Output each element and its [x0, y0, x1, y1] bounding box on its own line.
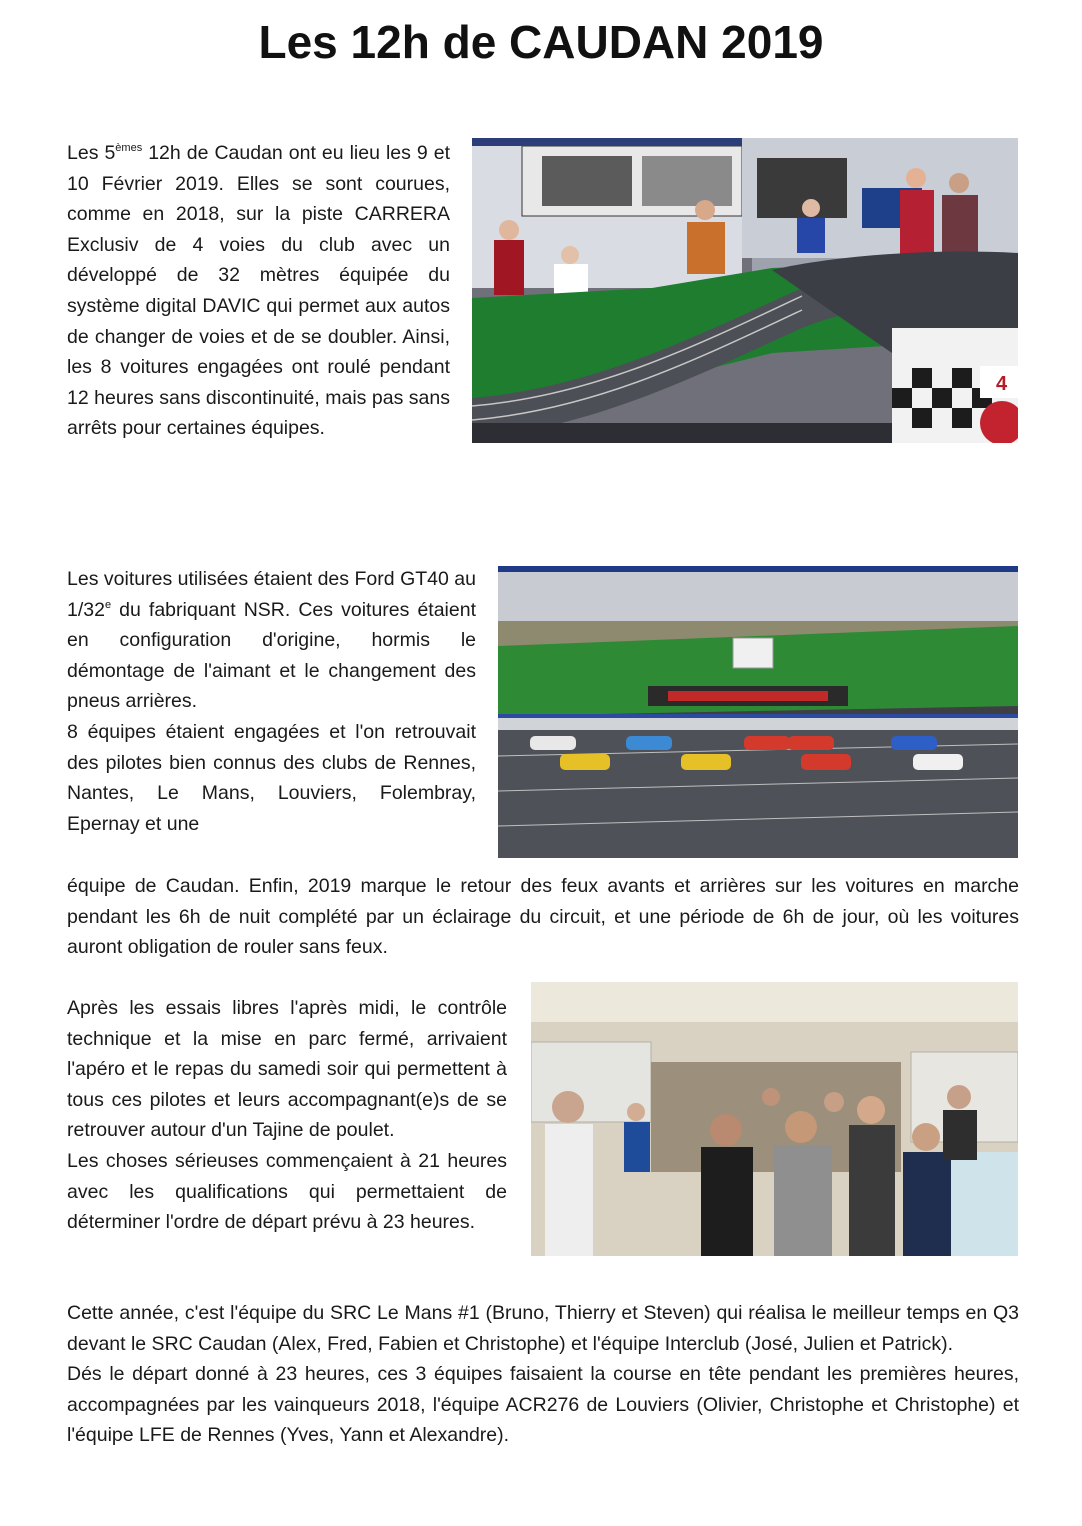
section1-text-b: 12h de Caudan ont eu lieu les 9 et 10 Février 2019. Elles se sont courues, comme en 2018, sur la piste CARRERA Exclusiv de 4 voies du club avec un développé de 32 mètres équipée du système digital DAVIC qui permet aux autos de changer de voies et de se doubler. Ainsi, les 8 voitures engagées ont roulé pendant 12 heures sans discontinuité, mais pas sans arrêts pour certaines équipes.: [67, 142, 450, 440]
section2-paragraph-1: [67, 564, 476, 717]
superscript: èmes: [115, 142, 143, 154]
page-title: Les 12h de CAUDAN 2019: [258, 16, 824, 68]
dinner-gathering-photo: [531, 982, 1018, 1256]
cars-on-track-photo: [498, 566, 1018, 858]
section1-text-a: Les 5: [67, 142, 116, 164]
section2-paragraph-3: équipe de Caudan. Enfin, 2019 marque le retour des feux avants et arrières sur les voitures en marche pendant les 6h de nuit complété par un éclairage du circuit, et une période de 6h de jour, où les voitures auront obligation de rouler sans feux.: [67, 875, 1019, 959]
section2-text-b: du fabriquant NSR. Ces voitures étaient en configuration d'origine, hormis le démontage de l'aimant et le changement des pneus arrières.: [67, 598, 476, 713]
section2-paragraph-2: 8 équipes étaient engagées et l'on retrouvait des pilotes bien connus des clubs de Rennes, Nantes, Le Mans, Louviers, Folembray, Epernay et une: [67, 720, 476, 835]
section2-continuation: [67, 871, 1019, 963]
section3-continuation: [67, 1298, 1019, 1451]
section3-paragraph-4: Dés le départ donné à 23 heures, ces 3 équipes faisaient la course en tête pendant les premières heures, accompagnées par les vainqueurs 2018, l'équipe ACR276 de Louviers (Olivier, Christophe et Christophe) et l'équipe LFE de Rennes (Yves, Yann et Alexandre).: [67, 1363, 1019, 1447]
superscript: e: [104, 598, 112, 611]
section1-paragraph: [67, 138, 450, 444]
section3-paragraph-1: Après les essais libres l'après midi, le contrôle technique et la mise en parc fermé, arrivaient l'apéro et le repas du samedi soir qui permettent à tous ces pilotes et leurs accompagnant(e)s de se retrouver autour d'un Tajine de poulet.: [67, 997, 507, 1142]
section2-text-a: Les voitures utilisées étaient des Ford GT40 au 1/32: [67, 568, 476, 621]
track-room-photo: [472, 138, 1018, 443]
section3-paragraph-3: Cette année, c'est l'équipe du SRC Le Mans #1 (Bruno, Thierry et Steven) qui réalisa le meilleur temps en Q3 devant le SRC Caudan (Alex, Fred, Fabien et Christophe) et l'équipe Interclub (José, Julien et Patrick).: [67, 1302, 1019, 1355]
section3-paragraph-2: Les choses sérieuses commençaient à 21 heures avec les qualifications qui permettaient de déterminer l'ordre de départ prévu à 23 heures.: [67, 1149, 507, 1234]
section1-text: [67, 138, 450, 444]
section3-text: [67, 993, 507, 1238]
track-sign-number: 4: [996, 373, 1008, 395]
section2-text: [67, 564, 476, 839]
